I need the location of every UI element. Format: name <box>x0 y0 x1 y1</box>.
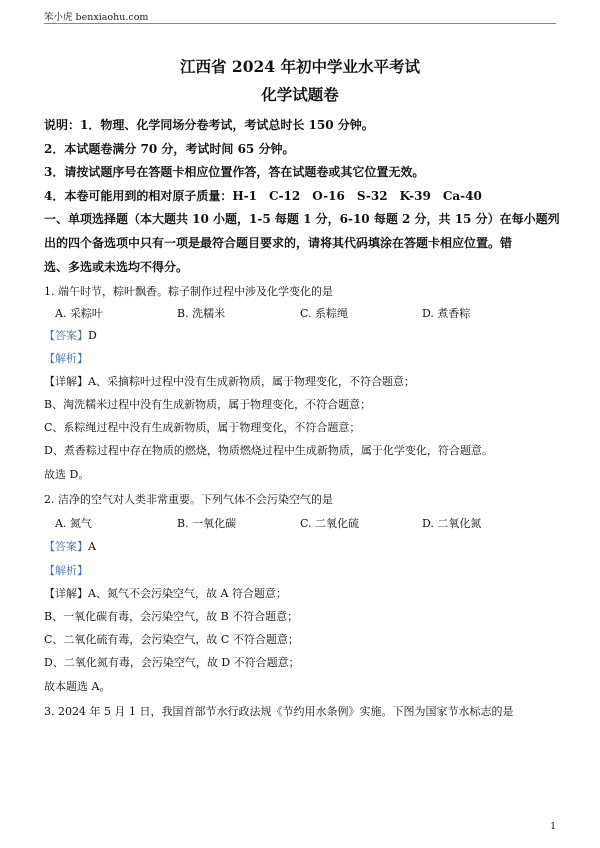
q2-option-d: D. 二氧化氮 <box>422 517 482 530</box>
q2-answer-value: A <box>88 540 96 553</box>
instruction-3: 3．请按试题序号在答题卡相应位置作答，答在试题卷或其它位置无效。 <box>44 165 425 179</box>
section-heading-line-2: 出的四个备选项中只有一项是最符合题目要求的，请将其代码填涂在答题卡相应位置。错 <box>44 236 513 250</box>
q1-option-d: D. 煮香粽 <box>422 307 471 320</box>
instruction-2: 2．本试题卷满分 70 分，考试时间 65 分钟。 <box>44 142 295 156</box>
header-divider <box>44 23 556 24</box>
q1-answer <box>44 327 97 343</box>
q2-detail-2: B、一氧化碳有毒，会污染空气，故 B 不符合题意； <box>44 610 299 623</box>
q2-stem: 2. 洁净的空气对人类非常重要。下列气体不会污染空气的是 <box>44 493 333 506</box>
q1-option-a: A. 采粽叶 <box>55 307 103 320</box>
q1-answer-tag: 【答案】 <box>44 329 88 342</box>
q3-stem: 3. 2024 年 5 月 1 日，我国首部节水行政法规《节约用水条例》实施。下图为国家节水标志的是 <box>44 705 514 718</box>
q2-option-b: B. 一氧化碳 <box>177 517 237 530</box>
q2-answer <box>44 538 96 554</box>
section-heading-line-3: 选、多选或未选均不得分。 <box>44 260 189 274</box>
q1-detail-4: D、煮香粽过程中存在物质的燃烧，物质燃烧过程中生成新物质，属于化学变化，符合题意。 <box>44 444 493 457</box>
q1-detail-2: B、淘洗糯米过程中没有生成新物质，属于物理变化，不符合题意； <box>44 398 372 411</box>
section-heading-line-1: 一、单项选择题（本大题共 10 小题，1-5 每题 1 分，6-10 每题 2 分，共 15 分）在每小题列 <box>44 212 560 226</box>
q1-option-c: C. 系粽绳 <box>300 307 349 320</box>
page-number: 1 <box>550 822 556 832</box>
q2-detail-4: D、二氧化氮有毒，会污染空气，故 D 不符合题意； <box>44 656 300 669</box>
exam-subtitle: 化学试题卷 <box>261 85 339 104</box>
q2-conclusion: 故本题选 A。 <box>44 680 111 693</box>
q1-detail-3: C、系粽绳过程中没有生成新物质，属于物理变化，不符合题意； <box>44 421 361 434</box>
q1-option-b: B. 洗糯米 <box>177 307 226 320</box>
q2-detail-1: 【详解】A、氮气不会污染空气，故 A 符合题意； <box>44 587 287 600</box>
q2-option-a: A. 氮气 <box>55 517 92 530</box>
q1-stem: 1. 端午时节，粽叶飘香。粽子制作过程中涉及化学变化的是 <box>44 285 333 298</box>
instruction-1: 说明：1．物理、化学同场分卷考试，考试总时长 150 分钟。 <box>44 118 374 132</box>
instruction-4: 4．本卷可能用到的相对原子质量：H-1 C-12 O-16 S-32 K-39 Ca-40 <box>44 189 482 203</box>
q2-analysis-tag: 【解析】 <box>44 564 88 577</box>
q2-answer-tag: 【答案】 <box>44 540 88 553</box>
q1-conclusion: 故选 D。 <box>44 468 90 481</box>
page-header: 笨小虎 benxiaohu.com <box>44 12 149 23</box>
q2-option-c: C. 二氧化硫 <box>300 517 360 530</box>
q2-detail-3: C、二氧化硫有毒，会污染空气，故 C 不符合题意； <box>44 633 299 646</box>
q1-analysis-tag: 【解析】 <box>44 352 88 365</box>
q1-answer-value: D <box>88 329 97 342</box>
exam-title: 江西省 2024 年初中学业水平考试 <box>180 57 420 76</box>
q1-detail-1: 【详解】A、采摘粽叶过程中没有生成新物质，属于物理变化，不符合题意； <box>44 375 415 388</box>
